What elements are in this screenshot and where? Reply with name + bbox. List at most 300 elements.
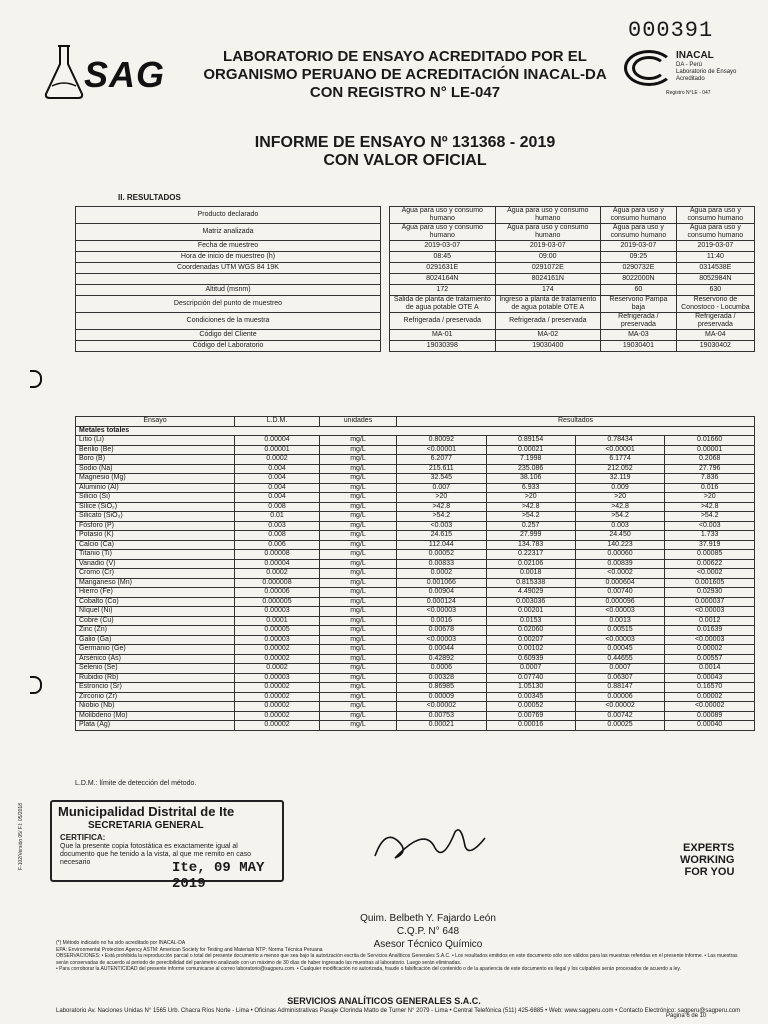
analyte-ldm: 0.004 xyxy=(235,493,320,503)
meta-gap xyxy=(381,207,390,224)
section-heading: II. RESULTADOS xyxy=(118,193,181,202)
result-value: 0.00904 xyxy=(397,588,487,598)
meta-value: 60 xyxy=(601,285,677,296)
result-row xyxy=(76,483,755,493)
result-value: 0.0013 xyxy=(575,616,665,626)
result-row xyxy=(76,569,755,579)
result-value: <0.00002 xyxy=(397,702,487,712)
result-value: 0.00515 xyxy=(575,626,665,636)
result-value: 0.815338 xyxy=(486,578,575,588)
result-row xyxy=(76,721,755,731)
meta-gap xyxy=(381,330,390,341)
result-value: 0.00009 xyxy=(397,692,487,702)
analyte-name: Plata (Ag) xyxy=(76,721,235,731)
analyte-ldm: 0.000008 xyxy=(235,578,320,588)
inacal-sub2: Laboratorio de Ensayo xyxy=(676,69,737,75)
signer-role: Asesor Técnico Químico xyxy=(373,939,483,950)
analyte-unit: mg/L xyxy=(320,607,397,617)
punch-hole-mark xyxy=(30,676,42,694)
analyte-ldm: 0.003 xyxy=(235,521,320,531)
result-value: 235.086 xyxy=(486,464,575,474)
result-value: <0.00002 xyxy=(575,702,665,712)
result-value: >42.8 xyxy=(486,502,575,512)
result-value: 0.00622 xyxy=(665,559,755,569)
analyte-unit: mg/L xyxy=(320,654,397,664)
result-value: 0.0018 xyxy=(486,569,575,579)
result-value: 1.05130 xyxy=(486,683,575,693)
meta-value: Agua para uso y consumo humano xyxy=(495,207,601,224)
meta-value: MA-04 xyxy=(676,330,754,341)
analyte-ldm: 0.00001 xyxy=(235,445,320,455)
result-row xyxy=(76,711,755,721)
analyte-ldm: 0.004 xyxy=(235,474,320,484)
analyte-ldm: 0.00004 xyxy=(235,559,320,569)
meta-gap xyxy=(381,241,390,252)
result-value: >20 xyxy=(397,493,487,503)
meta-value: 2019-03-07 xyxy=(676,241,754,252)
meta-value: 08:45 xyxy=(390,252,496,263)
analyte-name: Sílice (SiO₂) xyxy=(76,502,235,512)
meta-value: 8024164N xyxy=(390,274,496,285)
result-value: 0.00207 xyxy=(486,635,575,645)
analyte-unit: mg/L xyxy=(320,683,397,693)
result-value: 0.16570 xyxy=(665,683,755,693)
result-row xyxy=(76,559,755,569)
analyte-ldm: 0.0002 xyxy=(235,664,320,674)
result-row xyxy=(76,493,755,503)
result-value: 0.00044 xyxy=(397,645,487,655)
analyte-ldm: 0.00006 xyxy=(235,588,320,598)
analyte-name: Galio (Ga) xyxy=(76,635,235,645)
meta-value: Agua para uso y consumo humano xyxy=(390,224,496,241)
result-value: 0.0006 xyxy=(397,664,487,674)
meta-row xyxy=(76,263,755,274)
analyte-name: Litio (Li) xyxy=(76,436,235,446)
result-value: 0.00052 xyxy=(486,702,575,712)
inacal-sub xyxy=(676,62,736,83)
analyte-name: Potasio (K) xyxy=(76,531,235,541)
analyte-ldm: 0.000005 xyxy=(235,597,320,607)
certification-stamp xyxy=(50,800,284,892)
footnote: OBSERVACIONES: • Está prohibida la reproducción parcial o total del presente documento a menos que sea bajo la autorización escrita de Servicios Analíticos Generales S.A.C. • Los resultados emitidos en este documento sólo son válidos para las muestras referidas en el presente informe. • Las muestras serán conservadas de acuerdo al periodo de perecibilidad del parámetro analizado con un máximo de 30 días de haber ingresado las muestras al laboratorio. Luego serán eliminadas. xyxy=(56,953,738,966)
analyte-unit: mg/L xyxy=(320,474,397,484)
result-value: 0.00839 xyxy=(575,559,665,569)
result-row xyxy=(76,683,755,693)
analyte-ldm: 0.00003 xyxy=(235,673,320,683)
analyte-unit: mg/L xyxy=(320,559,397,569)
result-row xyxy=(76,702,755,712)
result-value: 0.0007 xyxy=(486,664,575,674)
analyte-ldm: 0.00002 xyxy=(235,702,320,712)
result-value: >54.2 xyxy=(486,512,575,522)
result-row xyxy=(76,588,755,598)
analyte-unit: mg/L xyxy=(320,692,397,702)
analyte-unit: mg/L xyxy=(320,616,397,626)
title-line: INFORME DE ENSAYO Nº 131368 - 2019 xyxy=(254,134,556,151)
result-value: 0.003036 xyxy=(486,597,575,607)
analyte-ldm: 0.004 xyxy=(235,483,320,493)
meta-value: Reservorio Pampa baja xyxy=(601,296,677,313)
analyte-ldm: 0.004 xyxy=(235,464,320,474)
analyte-name: Estroncio (Sr) xyxy=(76,683,235,693)
meta-gap xyxy=(381,252,390,263)
result-value: 0.00006 xyxy=(575,692,665,702)
result-value: 0.00001 xyxy=(665,445,755,455)
analyte-unit: mg/L xyxy=(320,512,397,522)
meta-value: MA-03 xyxy=(601,330,677,341)
result-value: >42.8 xyxy=(397,502,487,512)
analyte-name: Rubidio (Rb) xyxy=(76,673,235,683)
analyte-unit: mg/L xyxy=(320,569,397,579)
result-value: 1.733 xyxy=(665,531,755,541)
report-title xyxy=(210,134,600,170)
result-value: 0.89154 xyxy=(486,436,575,446)
result-value: 0.0153 xyxy=(486,616,575,626)
result-value: <0.00003 xyxy=(575,635,665,645)
meta-value: 19030401 xyxy=(601,341,677,352)
results-header-row xyxy=(76,417,755,427)
meta-row xyxy=(76,296,755,313)
meta-value: 630 xyxy=(676,285,754,296)
result-value: 0.00557 xyxy=(665,654,755,664)
result-value: <0.0002 xyxy=(665,569,755,579)
meta-value: 19030398 xyxy=(390,341,496,352)
inacal-name: INACAL xyxy=(676,50,714,61)
meta-value: Refrigerada / preservada xyxy=(601,313,677,330)
result-value: 0.42892 xyxy=(397,654,487,664)
inacal-sub1: DA - Perú xyxy=(676,62,703,68)
result-value: 0.00328 xyxy=(397,673,487,683)
result-value: 0.44655 xyxy=(575,654,665,664)
result-value: 140.223 xyxy=(575,540,665,550)
result-value: 0.07740 xyxy=(486,673,575,683)
meta-value: Reservorio de Conostoco - Locumba xyxy=(676,296,754,313)
analyte-ldm: 0.0001 xyxy=(235,616,320,626)
analyte-ldm: 0.00005 xyxy=(235,626,320,636)
result-row xyxy=(76,512,755,522)
analyte-name: Boro (B) xyxy=(76,455,235,465)
result-value: 6.933 xyxy=(486,483,575,493)
results-table xyxy=(75,416,755,731)
meta-value: Refrigerada / preservada xyxy=(495,313,601,330)
meta-label: Descripción del punto de muestreo xyxy=(76,296,381,313)
result-value: 0.78434 xyxy=(575,436,665,446)
title-line: CON VALOR OFICIAL xyxy=(323,152,487,169)
result-row xyxy=(76,607,755,617)
result-value: 0.00016 xyxy=(486,721,575,731)
result-value: 0.02930 xyxy=(665,588,755,598)
meta-value: Agua para uso y consumo humano xyxy=(676,207,754,224)
result-value: <0.00003 xyxy=(397,607,487,617)
result-value: 0.80092 xyxy=(397,436,487,446)
result-value: 0.257 xyxy=(486,521,575,531)
result-value: 0.01660 xyxy=(665,436,755,446)
meta-gap xyxy=(381,224,390,241)
result-value: 0.000604 xyxy=(575,578,665,588)
result-row xyxy=(76,616,755,626)
result-value: >20 xyxy=(486,493,575,503)
form-version-code: F-102/Versión 05/ F.I: 05/2018 xyxy=(18,803,24,870)
analyte-name: Calcio (Ca) xyxy=(76,540,235,550)
result-value: >20 xyxy=(575,493,665,503)
result-row xyxy=(76,464,755,474)
result-row xyxy=(76,474,755,484)
analyte-name: Selenio (Se) xyxy=(76,664,235,674)
result-value: 0.88147 xyxy=(575,683,665,693)
meta-gap xyxy=(381,313,390,330)
meta-value: 0290732E xyxy=(601,263,677,274)
analyte-name: Manganeso (Mn) xyxy=(76,578,235,588)
result-value: 32.119 xyxy=(575,474,665,484)
result-value: 0.00769 xyxy=(486,711,575,721)
result-value: 0.00089 xyxy=(665,711,755,721)
result-row xyxy=(76,445,755,455)
result-value: 112.044 xyxy=(397,540,487,550)
result-value: 0.0007 xyxy=(575,664,665,674)
punch-hole-mark xyxy=(30,370,42,388)
result-row xyxy=(76,540,755,550)
experts-line1: EXPERTS xyxy=(683,842,735,854)
result-value: 27.796 xyxy=(665,464,755,474)
stamp-date: Ite, 09 MAY 2019 xyxy=(172,860,265,892)
document-number: 000391 xyxy=(628,18,714,43)
result-value: >54.2 xyxy=(575,512,665,522)
meta-value: 09:25 xyxy=(601,252,677,263)
analyte-ldm: 0.00002 xyxy=(235,721,320,731)
meta-value: Agua para uso y consumo humano xyxy=(495,224,601,241)
lab-header xyxy=(200,48,610,102)
result-value: 27.999 xyxy=(486,531,575,541)
analyte-unit: mg/L xyxy=(320,436,397,446)
result-value: <0.00002 xyxy=(665,702,755,712)
result-value: <0.0002 xyxy=(575,569,665,579)
result-value: 215.611 xyxy=(397,464,487,474)
meta-value: Agua para uso y consumo humano xyxy=(676,224,754,241)
result-value: >54.2 xyxy=(397,512,487,522)
signature xyxy=(365,818,505,868)
analyte-name: Aluminio (Al) xyxy=(76,483,235,493)
inacal-registry: Registro N°LE - 047 xyxy=(666,90,711,96)
meta-value: 2019-03-07 xyxy=(601,241,677,252)
result-value: 0.00678 xyxy=(397,626,487,636)
logo-text: SAG xyxy=(84,54,166,95)
analyte-unit: mg/L xyxy=(320,550,397,560)
analyte-unit: mg/L xyxy=(320,635,397,645)
result-row xyxy=(76,673,755,683)
analyte-ldm: 0.00002 xyxy=(235,645,320,655)
meta-value: MA-01 xyxy=(390,330,496,341)
result-value: 32.545 xyxy=(397,474,487,484)
analyte-name: Níquel (Ni) xyxy=(76,607,235,617)
meta-value: 2019-03-07 xyxy=(495,241,601,252)
inacal-logo xyxy=(620,44,750,94)
analyte-unit: mg/L xyxy=(320,483,397,493)
ldm-note: L.D.M.: límite de detección del método. xyxy=(75,780,197,787)
result-value: 0.00060 xyxy=(575,550,665,560)
result-value: 0.00002 xyxy=(665,645,755,655)
meta-value: Ingreso a planta de tratamiento de agua potable OTE A xyxy=(495,296,601,313)
result-value: <0.003 xyxy=(397,521,487,531)
meta-row xyxy=(76,330,755,341)
signer-name: Quim. Belbeth Y. Fajardo León xyxy=(360,913,496,924)
analyte-unit: mg/L xyxy=(320,531,397,541)
result-value: 0.00021 xyxy=(397,721,487,731)
result-value: <0.003 xyxy=(665,521,755,531)
meta-value: 0291631E xyxy=(390,263,496,274)
company-name: SERVICIOS ANALÍTICOS GENERALES S.A.C. xyxy=(287,996,481,1006)
analyte-name: Silicio (Si) xyxy=(76,493,235,503)
header-ensayo: Ensayo xyxy=(76,417,235,427)
result-row xyxy=(76,597,755,607)
result-row xyxy=(76,578,755,588)
meta-label: Código del Cliente xyxy=(76,330,381,341)
meta-row xyxy=(76,341,755,352)
analyte-unit: mg/L xyxy=(320,521,397,531)
analyte-ldm: 0.006 xyxy=(235,540,320,550)
meta-value: Refrigerada / preservada xyxy=(390,313,496,330)
result-value: 0.00102 xyxy=(486,645,575,655)
inacal-sub3: Acreditado xyxy=(676,76,705,82)
analyte-ldm: 0.00004 xyxy=(235,436,320,446)
analyte-name: Cromo (Cr) xyxy=(76,569,235,579)
analyte-name: Titanio (Ti) xyxy=(76,550,235,560)
header-line: CON REGISTRO N° LE-047 xyxy=(309,84,501,101)
result-value: 212.052 xyxy=(575,464,665,474)
inacal-mark-inner xyxy=(632,56,666,80)
result-value: <0.00001 xyxy=(397,445,487,455)
result-value: 0.00052 xyxy=(397,550,487,560)
analyte-ldm: 0.01 xyxy=(235,512,320,522)
analyte-ldm: 0.008 xyxy=(235,531,320,541)
meta-label: Matriz analizada xyxy=(76,224,381,241)
flask-icon xyxy=(42,42,86,102)
analyte-ldm: 0.0002 xyxy=(235,455,320,465)
header-line: ORGANISMO PERUANO DE ACREDITACIÓN INACAL-DA xyxy=(203,66,607,83)
meta-label: Condiciones de la muestra xyxy=(76,313,381,330)
result-value: >20 xyxy=(665,493,755,503)
analyte-unit: mg/L xyxy=(320,464,397,474)
meta-value: 19030400 xyxy=(495,341,601,352)
section-metales: Metales totales xyxy=(76,426,755,436)
signer-cqp: C.Q.P. N° 648 xyxy=(396,926,460,937)
meta-gap xyxy=(381,341,390,352)
result-row xyxy=(76,692,755,702)
analyte-unit: mg/L xyxy=(320,721,397,731)
stamp-line2: SECRETARIA GENERAL xyxy=(88,820,204,831)
header-unidades: unidades xyxy=(320,417,397,427)
meta-value: MA-02 xyxy=(495,330,601,341)
meta-label: Fecha de muestreo xyxy=(76,241,381,252)
result-row xyxy=(76,531,755,541)
analyte-unit: mg/L xyxy=(320,578,397,588)
analyte-unit: mg/L xyxy=(320,664,397,674)
analyte-ldm: 0.00008 xyxy=(235,550,320,560)
result-value: 0.00025 xyxy=(575,721,665,731)
result-row xyxy=(76,645,755,655)
analyte-name: Germanio (Ge) xyxy=(76,645,235,655)
stamp-line1: Municipalidad Distrital de Ite xyxy=(58,804,235,819)
meta-row xyxy=(76,274,755,285)
result-value: 0.00201 xyxy=(486,607,575,617)
result-row xyxy=(76,455,755,465)
result-row xyxy=(76,436,755,446)
result-value: 0.00753 xyxy=(397,711,487,721)
meta-label: Producto declarado xyxy=(76,207,381,224)
experts-line3: FOR YOU xyxy=(684,866,735,878)
result-value: 0.000037 xyxy=(665,597,755,607)
result-value: 0.01639 xyxy=(665,626,755,636)
meta-value: Refrigerada / preservada xyxy=(676,313,754,330)
meta-value: 8052984N xyxy=(676,274,754,285)
result-row xyxy=(76,664,755,674)
result-row xyxy=(76,654,755,664)
analyte-name: Cobre (Cu) xyxy=(76,616,235,626)
header-resultados: Resultados xyxy=(397,417,755,427)
analyte-unit: mg/L xyxy=(320,626,397,636)
result-value: 24.450 xyxy=(575,531,665,541)
result-value: 0.0012 xyxy=(665,616,755,626)
analyte-name: Silicato (SiO₃) xyxy=(76,512,235,522)
result-value: 0.000096 xyxy=(575,597,665,607)
result-value: 0.00002 xyxy=(665,692,755,702)
meta-value: 09:00 xyxy=(495,252,601,263)
result-value: 0.0014 xyxy=(665,664,755,674)
meta-value: 0291072E xyxy=(495,263,601,274)
analyte-ldm: 0.008 xyxy=(235,502,320,512)
analyte-unit: mg/L xyxy=(320,502,397,512)
result-value: 0.00345 xyxy=(486,692,575,702)
result-value: 0.016 xyxy=(665,483,755,493)
meta-label: Código del Laboratorio xyxy=(76,341,381,352)
stamp-line4: Que la presente copia fotostática es exactamente igual al documento que he tenido a la vista, al que me remito en caso necesario xyxy=(60,843,252,866)
result-value: >42.8 xyxy=(575,502,665,512)
header-line: LABORATORIO DE ENSAYO ACREDITADO POR EL xyxy=(223,48,587,65)
result-value: 0.009 xyxy=(575,483,665,493)
meta-row xyxy=(76,241,755,252)
analyte-ldm: 0.00002 xyxy=(235,654,320,664)
meta-row xyxy=(76,252,755,263)
experts-tagline xyxy=(680,842,734,878)
result-value: 0.2068 xyxy=(665,455,755,465)
result-value: 0.02106 xyxy=(486,559,575,569)
analyte-unit: mg/L xyxy=(320,455,397,465)
meta-value: Agua para uso y consumo humano xyxy=(390,207,496,224)
results-section-row xyxy=(76,426,755,436)
meta-value: Agua para uso y consumo humano xyxy=(601,207,677,224)
result-value: 134.783 xyxy=(486,540,575,550)
analyte-unit: mg/L xyxy=(320,673,397,683)
meta-gap xyxy=(381,263,390,274)
analyte-unit: mg/L xyxy=(320,588,397,598)
result-row xyxy=(76,502,755,512)
meta-value: 174 xyxy=(495,285,601,296)
result-value: 0.001066 xyxy=(397,578,487,588)
meta-label: Altitud (msnm) xyxy=(76,285,381,296)
result-value: 7.836 xyxy=(665,474,755,484)
result-value: 0.001605 xyxy=(665,578,755,588)
stamp-line3: CERTIFICA: xyxy=(60,833,106,842)
result-row xyxy=(76,550,755,560)
analyte-ldm: 0.00003 xyxy=(235,635,320,645)
analyte-unit: mg/L xyxy=(320,645,397,655)
analyte-name: Fósforo (P) xyxy=(76,521,235,531)
meta-row xyxy=(76,224,755,241)
result-value: <0.00001 xyxy=(575,445,665,455)
result-value: 6.2077 xyxy=(397,455,487,465)
meta-gap xyxy=(381,296,390,313)
analyte-unit: mg/L xyxy=(320,493,397,503)
analyte-name: Sodio (Na) xyxy=(76,464,235,474)
